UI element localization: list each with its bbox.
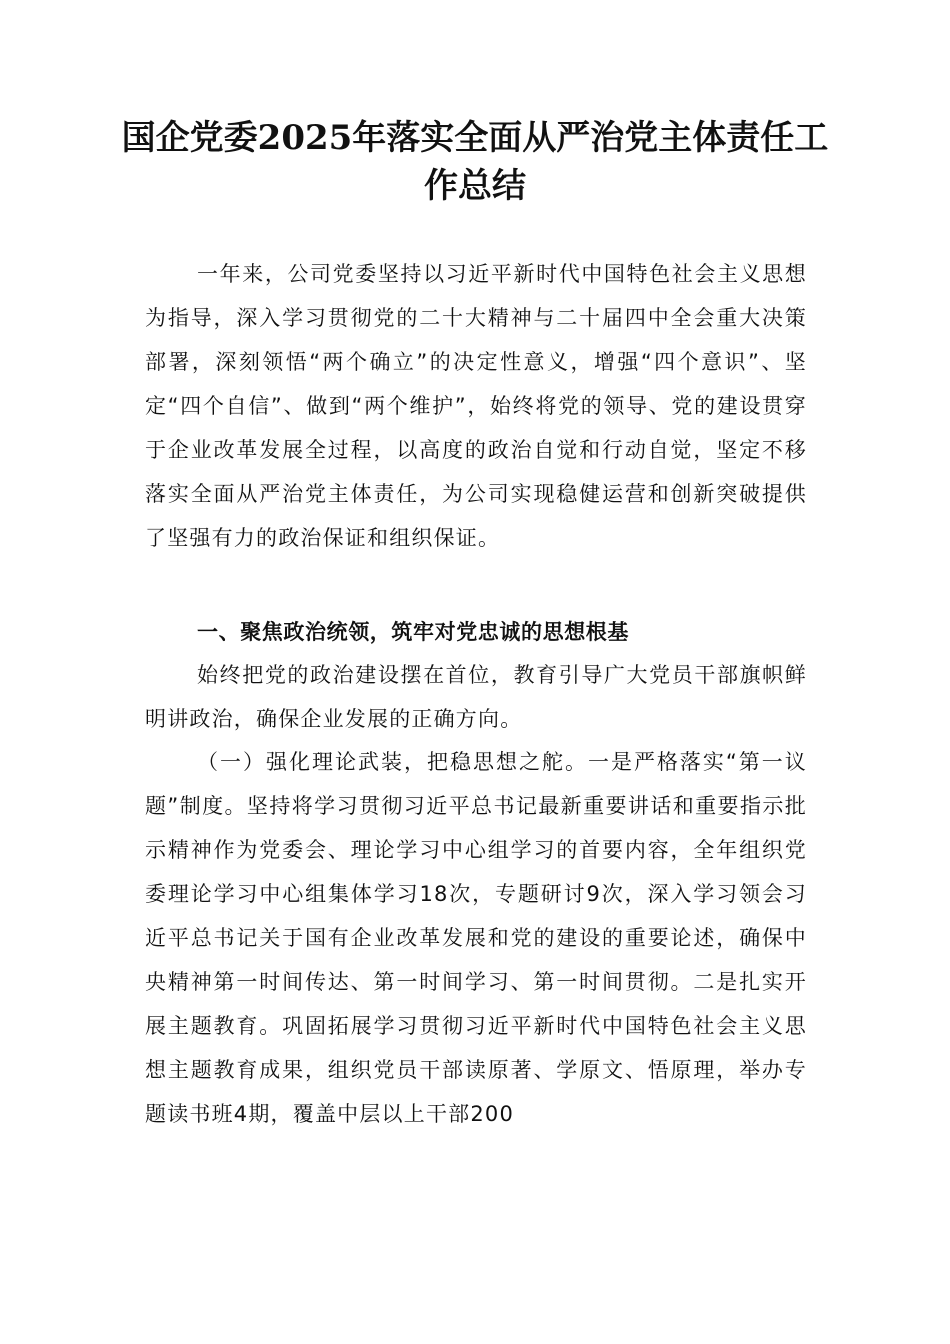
section-heading-1: 一、聚焦政治统领，筑牢对党忠诚的思想根基 [197,620,629,644]
document-title: 国企党委2025年落实全面从严治党主体责任工作总结 [121,118,829,206]
section-1-paragraph: 始终把党的政治建设摆在首位，教育引导广大党员干部旗帜鲜明讲政治，确保企业发展的正确方向。 [145,663,807,731]
intro-paragraph: 一年来，公司党委坚持以习近平新时代中国特色社会主义思想为指导，深入学习贯彻党的二十大精神与二十届四中全会重大决策部署，深刻领悟“两个确立”的决定性意义，增强“四个意识”、坚定“四个自信”、做到“两个维护”，始终将党的领导、党的建设贯穿于企业改革发展全过程，以高度的政治自觉和行动自觉，坚定不移落实全面从严治党主体责任，为公司实现稳健运营和创新突破提供了坚强有力的政治保证和组织保证。 [145,262,807,550]
subsection-1-paragraph: （一）强化理论武装，把稳思想之舵。一是严格落实“第一议题”制度。坚持将学习贯彻习近平总书记最新重要讲话和重要指示批示精神作为党委会、理论学习中心组学习的首要内容，全年组织党委理论学习中心组集体学习18次，专题研讨9次，深入学习领会习近平总书记关于国有企业改革发展和党的建设的重要论述，确保中央精神第一时间传达、第一时间学习、第一时间贯彻。二是扎实开展主题教育。巩固拓展学习贯彻习近平新时代中国特色社会主义思想主题教育成果，组织党员干部读原著、学原文、悟原理，举办专题读书班4期，覆盖中层以上干部200 [145,750,807,1126]
